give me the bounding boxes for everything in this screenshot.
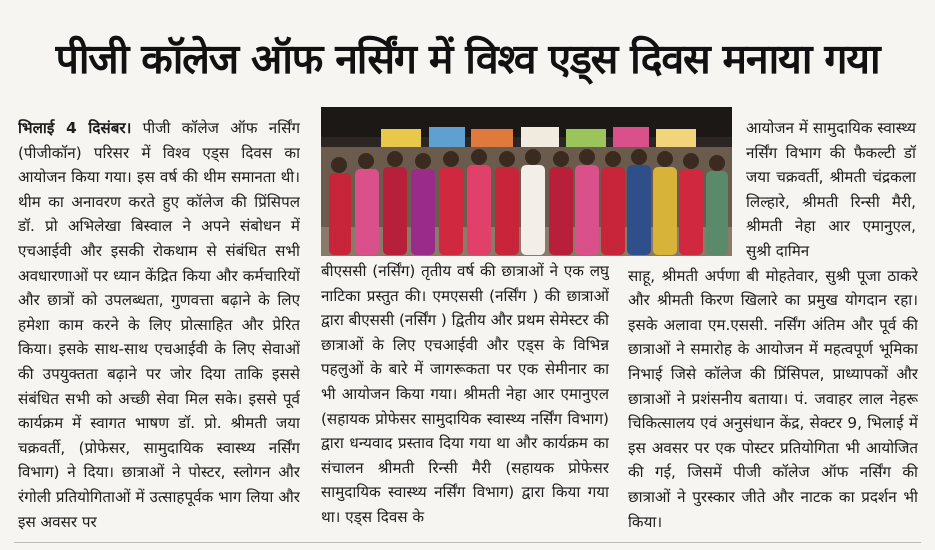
dateline: भिलाई 4 दिसंबर। bbox=[18, 119, 132, 137]
column-3-text: साहू, श्रीमती अर्पणा बी मोहतेवार, सुश्री पूजा ठाकरे और श्रीमती किरण खिलारे का प्रमुख योगदान रहा। इसके अलावा एम.एससी. नर्सिंग अंतिम और पूर्व की छात्राओं ने समारोह के आयोजन में महत्वपूर्ण भूमिका निभाई जिसे कॉलेज की प्रिंसिपल, प्राध्यापकों और छात्राओं ने प्रशंसनीय बताया। पं. जवाहर लाल नेहरू चिकित्सालय एवं अनुसंधान केंद्र, सेक्टर 9, भिलाई में इस अवसर पर एक पोस्टर प्रतियोगिता भी आयोजित की गई, जिसमें पीजी कॉलेज ऑफ नर्सिंग की छात्राओं ने पुरस्कार जीते और नाटक का प्रदर्शन भी किया। bbox=[628, 266, 918, 531]
column-3-top-text: आयोजन में सामुदायिक स्वास्थ्य नर्सिंग विभाग की फैकल्टी डॉ जया चक्रवर्ती, श्रीमती चंद्रकला लिल्हारे, श्रीमती रिन्सी मैरी, श्रीमती नेहा आर एमानुएल, सुश्री दामिन bbox=[746, 119, 916, 260]
column-2-text: बीएससी (नर्सिंग) तृतीय वर्ष की छात्राओं ने एक लघु नाटिका प्रस्तुत की। एमएससी (नर्सिंग ) की छात्राओं द्वारा बीएससी (नर्सिंग ) द्वितीय और प्रथम सेमेस्टर की छात्राओं के लिए एचआईवी और एड्स के विभिन्न पहलुओं के बारे में जागरूकता पर एक सेमीनार का भी आयोजन किया गया। श्रीमती नेहा आर एमानुएल (सहायक प्रोफेसर सामुदायिक स्वास्थ्य नर्सिंग विभाग) द्वारा धन्यवाद प्रस्ताव दिया गया था और कार्यक्रम का संचालन श्रीमती रिन्सी मैरी (सहायक प्रोफेसर सामुदायिक स्वास्थ्य नर्सिंग विभाग) द्वारा किया गया था। एड्स दिवस के bbox=[321, 262, 609, 526]
column-1-text: पीजी कॉलेज ऑफ नर्सिंग (पीजीकॉन) परिसर में विश्व एड्स दिवस का आयोजन किया गया। इस वर्ष की थीम समानता थी। थीम का अनावरण करते हुए कॉलेज की प्रिंसिपल डॉ. प्रो अभिलेखा बिस्वाल ने अपने संबोधन में एचआईवी और इसकी रोकथाम से संबंधित सभी अवधारणाओं पर ध्यान केंद्रित किया और कर्मचारियों और छात्रों को उपलब्धता, गुणवत्ता बढ़ाने के लिए हमेशा काम करने के लिए प्रोत्साहित और प्रेरित किया। इसके साथ-साथ एचआईवी के लिए सेवाओं की उपयुक्तता बढ़ाने पर जोर दिया ताकि इससे संबंधित सभी को अच्छी सेवा मिल सके। इससे पूर्व कार्यक्रम में स्वागत भाषण डॉ. प्रो. श्रीमती जया चक्रवर्ती, (प्रोफेसर, सामुदायिक स्वास्थ्य नर्सिंग विभाग) ने दिया। छात्राओं ने पोस्टर, स्लोगन और रंगोली प्रतियोगिताओं में उत्साहपूर्वक भाग लिया और इस अवसर पर bbox=[18, 119, 300, 531]
bottom-rule bbox=[14, 542, 921, 543]
article-column-1 bbox=[18, 116, 300, 536]
article-column-2 bbox=[321, 259, 609, 535]
headline: पीजी कॉलेज ऑफ नर्सिंग में विश्व एड्स दिवस मनाया गया bbox=[55, 35, 880, 83]
article-column-3 bbox=[628, 116, 918, 536]
